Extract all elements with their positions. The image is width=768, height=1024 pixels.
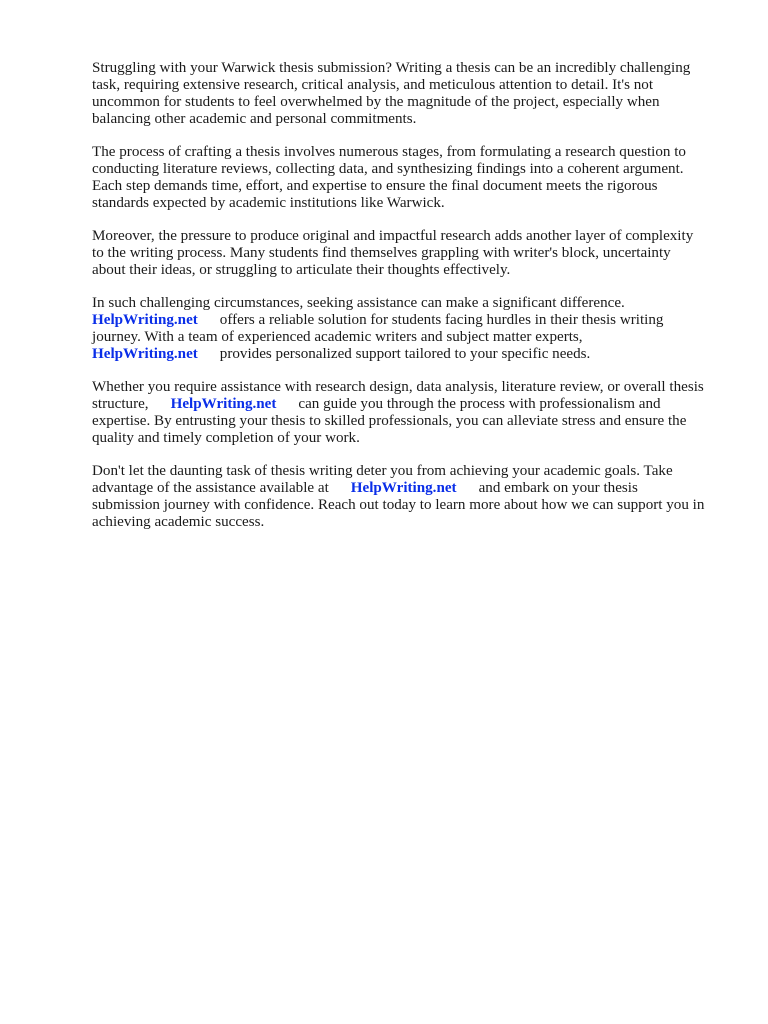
text-fragment: structure, <box>92 396 149 412</box>
text-line: balancing other academic and personal commitments. <box>92 111 417 127</box>
text-line: about their ideas, or struggling to articulate their thoughts effectively. <box>92 262 511 278</box>
helpwriting-link[interactable]: HelpWriting.net <box>92 312 198 328</box>
helpwriting-link[interactable]: HelpWriting.net <box>92 346 198 362</box>
text-line: Moreover, the pressure to produce original and impactful research adds another layer of complexity <box>92 228 694 244</box>
text-fragment: offers a reliable solution for students facing hurdles in their thesis writing <box>219 312 664 328</box>
paragraph-call-to-action <box>92 463 732 531</box>
text-line: Whether you require assistance with research design, data analysis, literature review, or overall thesis <box>92 379 704 395</box>
text-fragment: advantage of the assistance available at <box>92 480 329 496</box>
text-fragment: and embark on your thesis <box>478 480 638 496</box>
paragraph-intro <box>92 60 732 128</box>
text-line: standards expected by academic institutions like Warwick. <box>92 195 445 211</box>
paragraph-services <box>92 379 732 447</box>
helpwriting-link[interactable]: HelpWriting.net <box>170 396 277 412</box>
text-line: uncommon for students to feel overwhelmed by the magnitude of the project, especially when <box>92 94 660 110</box>
text-line <box>92 396 732 413</box>
text-line: expertise. By entrusting your thesis to skilled professionals, you can alleviate stress and ensure the <box>92 413 687 429</box>
text-line <box>92 346 732 363</box>
paragraph-process <box>92 144 732 212</box>
text-fragment: can guide you through the process with professionalism and <box>298 396 661 412</box>
text-line: submission journey with confidence. Reach out today to learn more about how we can support you in <box>92 497 705 513</box>
text-line: Don't let the daunting task of thesis writing deter you from achieving your academic goals. Take <box>92 463 673 479</box>
text-line: The process of crafting a thesis involves numerous stages, from formulating a research question to <box>92 144 686 160</box>
text-line: In such challenging circumstances, seeking assistance can make a significant difference. <box>92 295 625 311</box>
paragraph-assistance <box>92 295 732 363</box>
text-line: conducting literature reviews, collecting data, and synthesizing findings into a coherent argument. <box>92 161 684 177</box>
text-line: task, requiring extensive research, critical analysis, and meticulous attention to detail. It's not <box>92 77 654 93</box>
text-line: quality and timely completion of your work. <box>92 430 360 446</box>
text-line <box>92 480 732 497</box>
text-line: Struggling with your Warwick thesis submission? Writing a thesis can be an incredibly challenging <box>92 60 691 76</box>
paragraph-pressure <box>92 228 732 279</box>
text-line: achieving academic success. <box>92 514 265 530</box>
text-line: journey. With a team of experienced academic writers and subject matter experts, <box>92 329 583 345</box>
text-fragment: provides personalized support tailored to your specific needs. <box>219 346 591 362</box>
text-line: to the writing process. Many students find themselves grappling with writer's block, uncertainty <box>92 245 671 261</box>
text-line: Each step demands time, effort, and expertise to ensure the final document meets the rigorous <box>92 178 658 194</box>
document-body <box>92 60 732 547</box>
helpwriting-link[interactable]: HelpWriting.net <box>350 480 457 496</box>
text-line <box>92 312 732 329</box>
